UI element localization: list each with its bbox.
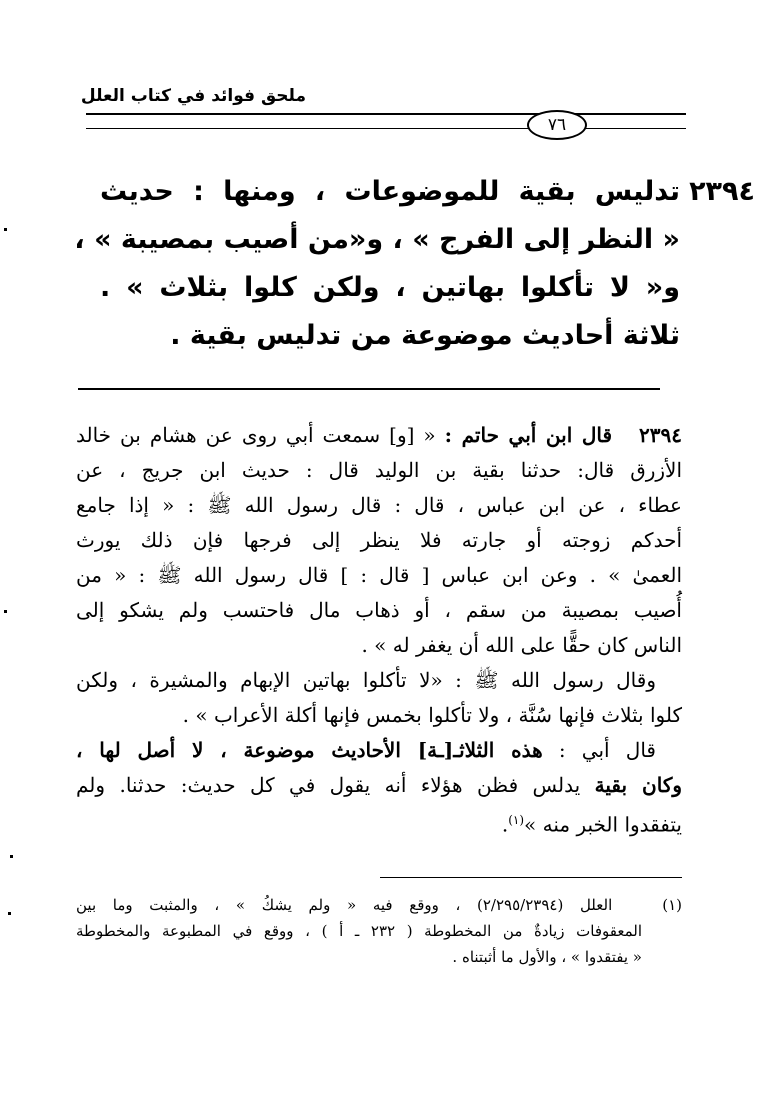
- entry-line-4: ثلاثة أحاديث موضوعة من تدليس بقية .: [170, 320, 680, 351]
- margin-mark-1: [4, 228, 7, 231]
- body-line-10-text: هذه الثلاثـ[ـة] الأحاديث موضوعة ، لا أصل لها ،: [76, 738, 543, 762]
- entry-line-2: « النظر إلى الفرج » ، و«من أصيب بمصيبة » ،: [74, 224, 680, 255]
- body-line-3: عطاء ، عن ابن عباس ، قال : قال رسول الله ﷺ : « إذا جامع: [76, 493, 682, 517]
- running-title: ملحق فوائد في كتاب العلل: [80, 86, 306, 106]
- footnote-rule: [380, 877, 682, 878]
- footnote-number: (١): [662, 896, 682, 914]
- body-line-8: وقال رسول الله ﷺ : «لا تأكلوا بهاتين الإبهام والمشيرة ، ولكن: [76, 668, 656, 692]
- body-lead: قال ابن أبي حاتم :: [444, 423, 613, 447]
- body-line-11-text: يدلس فظن هؤلاء أنه يقول في كل حديث: حدثنا. ولم: [76, 773, 581, 797]
- body-line-5: العمىٰ » . وعن ابن عباس [ قال : ] قال رسول الله ﷺ : « من: [76, 563, 682, 587]
- entry-line-3: و« لا تأكلوا بهاتين ، ولكن كلوا بثلاث » .: [100, 272, 680, 303]
- section-divider: [78, 388, 660, 390]
- page-number: [527, 110, 587, 140]
- footnote: [76, 892, 682, 970]
- abi-lead: قال أبي :: [558, 738, 656, 762]
- body-line-12-text: يتفقدوا الخبر منه »: [524, 812, 682, 837]
- body-line-6: أُصيب بمصيبة من سقم ، أو ذهاب مال فاحتسب ولم يشكو إلى: [76, 598, 682, 622]
- body-line-7: الناس كان حقًّا على الله أن يغفر له » .: [361, 633, 682, 657]
- body-line-12: [76, 803, 682, 838]
- kana-lead: وكان بقية: [594, 773, 682, 797]
- body-number: ٢٣٩٤: [639, 423, 682, 447]
- final-dot: .: [501, 812, 509, 837]
- body-line-2: الأزرق قال: حدثنا بقية بن الوليد قال : حديث ابن جريج ، عن: [76, 458, 682, 482]
- body-text: [76, 418, 682, 838]
- page-number-text: ٧٦: [547, 115, 567, 135]
- body-line-1-text: « [و] سمعت أبي روى عن هشام بن خالد: [76, 423, 436, 447]
- body-line-4: أحدكم زوجته أو جارته فلا ينظر إلى فرجها فإن ذلك يورث: [76, 528, 682, 552]
- margin-mark-2: [4, 610, 7, 613]
- body-line-11: [76, 768, 682, 803]
- footnote-line-3: « يفتقدوا » ، والأول ما أثبتناه .: [452, 948, 642, 966]
- body-line-9: كلوا بثلاث فإنها سُنَّة ، ولا تأكلوا بخمس فإنها أكلة الأعراب » .: [182, 703, 682, 727]
- margin-mark-4: [8, 912, 11, 915]
- footnote-line-1: [76, 892, 682, 918]
- body-line-1: [76, 418, 682, 453]
- entry-number: ٢٣٩٤: [689, 176, 755, 207]
- footnote-marker: (١): [508, 813, 525, 827]
- entry-heading: [74, 168, 755, 360]
- margin-mark-3: [10, 855, 13, 858]
- footnote-line-2: المعقوفات زيادةٌ من المخطوطة ( ٢٣٢ ـ أ ) ، ووقع في المطبوعة والمخطوطة: [76, 922, 642, 940]
- body-line-10: [76, 733, 682, 768]
- entry-line-1: تدليس بقية للموضوعات ، ومنها : حديث: [100, 176, 680, 207]
- header-rule-bottom: [86, 128, 686, 129]
- footnote-line-1-text: العلل (٢/٢٩٥/٢٣٩٤) ، ووقع فيه « ولم يشكُ » ، والمثبت وما بين: [76, 896, 613, 914]
- header-rule-top: [86, 113, 686, 115]
